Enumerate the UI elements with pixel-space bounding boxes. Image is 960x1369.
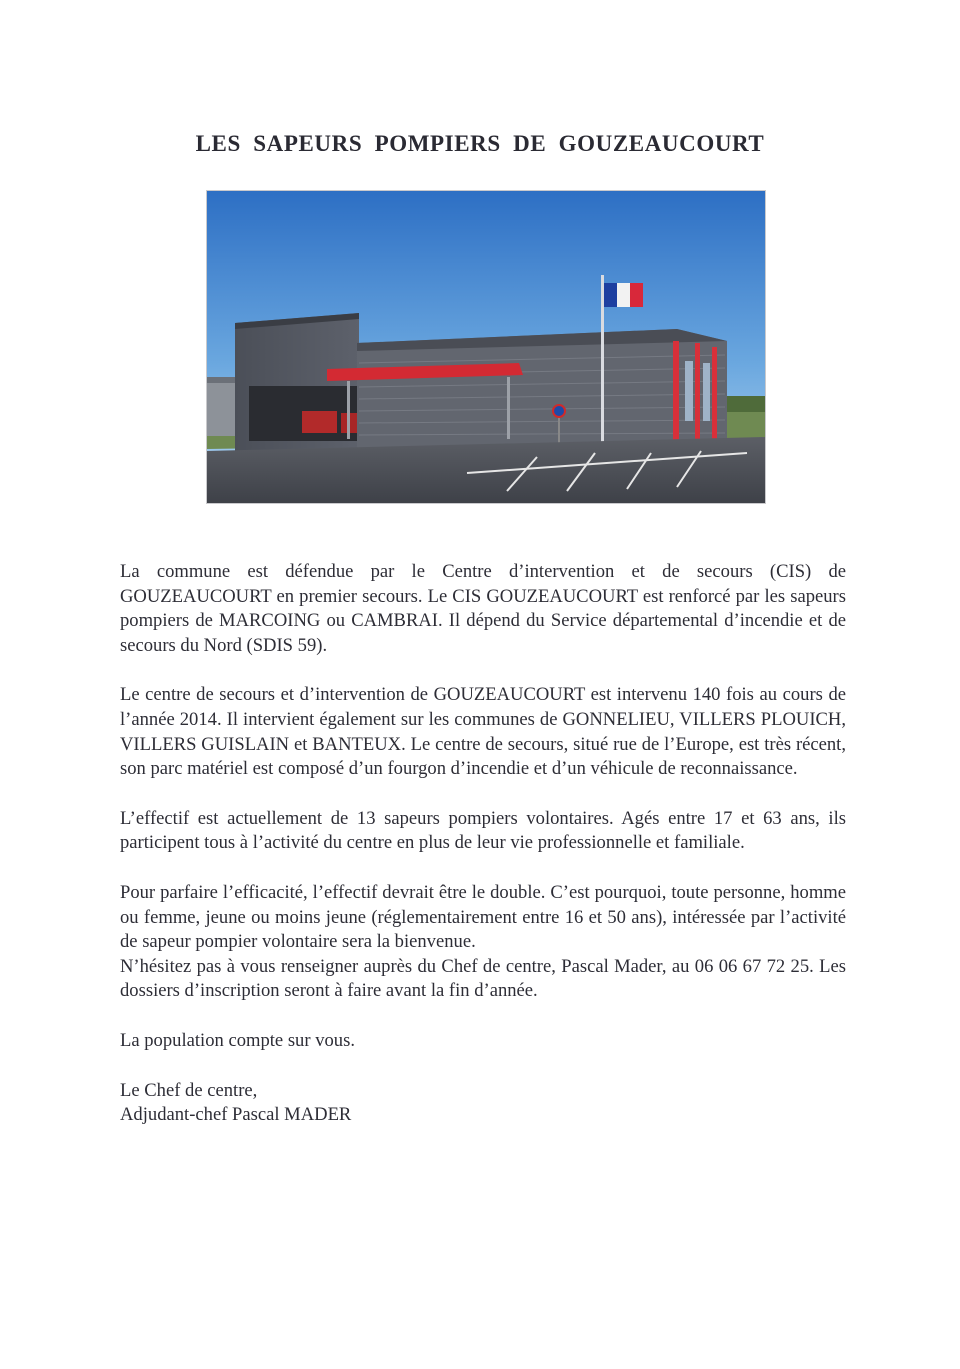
page-title: LES SAPEURS POMPIERS DE GOUZEAUCOURT (195, 131, 765, 156)
paragraph-contact: N’hésitez pas à vous renseigner auprès du Chef de centre, Pascal Mader, au 06 06 67 72 25. Les dossiers d’inscription seront à faire avant la fin d’année. (120, 955, 846, 1002)
paragraph-intro: La commune est défendue par le Centre d’intervention et de secours (CIS) de GOUZEAUCOURT en premier secours. Le CIS GOUZEAUCOURT est renforcé par les sapeurs pompiers de MARCOING ou CAMBRAI. Il dépend du Service départemental d’incendie et de secours du Nord (SDIS 59). (120, 561, 846, 656)
paragraph-staff: L’effectif est actuellement de 13 sapeurs pompiers volontaires. Agés entre 17 et 63 ans, ils participent tous à l’activité du centre en plus de leur vie professionnelle et familiale. (120, 807, 846, 854)
fire-station-photo (206, 190, 766, 504)
paragraph-interventions: Le centre de secours et d’intervention de GOUZEAUCOURT est intervenu 140 fois au cours de l’année 2014. Il intervient également sur les communes de GONNELIEU, VILLERS PLOUICH, VILLERS GUISLAIN et BANTEUX. Le centre de secours, situé rue de l’Europe, est très récent, son parc matériel est composé d’un fourgon d’incendie et d’un véhicule de reconnaissance. (120, 684, 846, 780)
article-body (120, 560, 846, 1128)
paragraph-recruitment: Pour parfaire l’efficacité, l’effectif devrait être le double. C’est pourquoi, toute personne, homme ou femme, jeune ou moins jeune (réglementairement entre 16 et 50 ans), intéressée par l’activité de sapeur pompier volontaire sera la bienvenue. (120, 881, 846, 953)
signature-name: Adjudant-chef Pascal MADER (120, 1104, 352, 1126)
paragraph-closing: La population compte sur vous. (120, 1029, 355, 1051)
signature-role: Le Chef de centre, (120, 1079, 258, 1101)
